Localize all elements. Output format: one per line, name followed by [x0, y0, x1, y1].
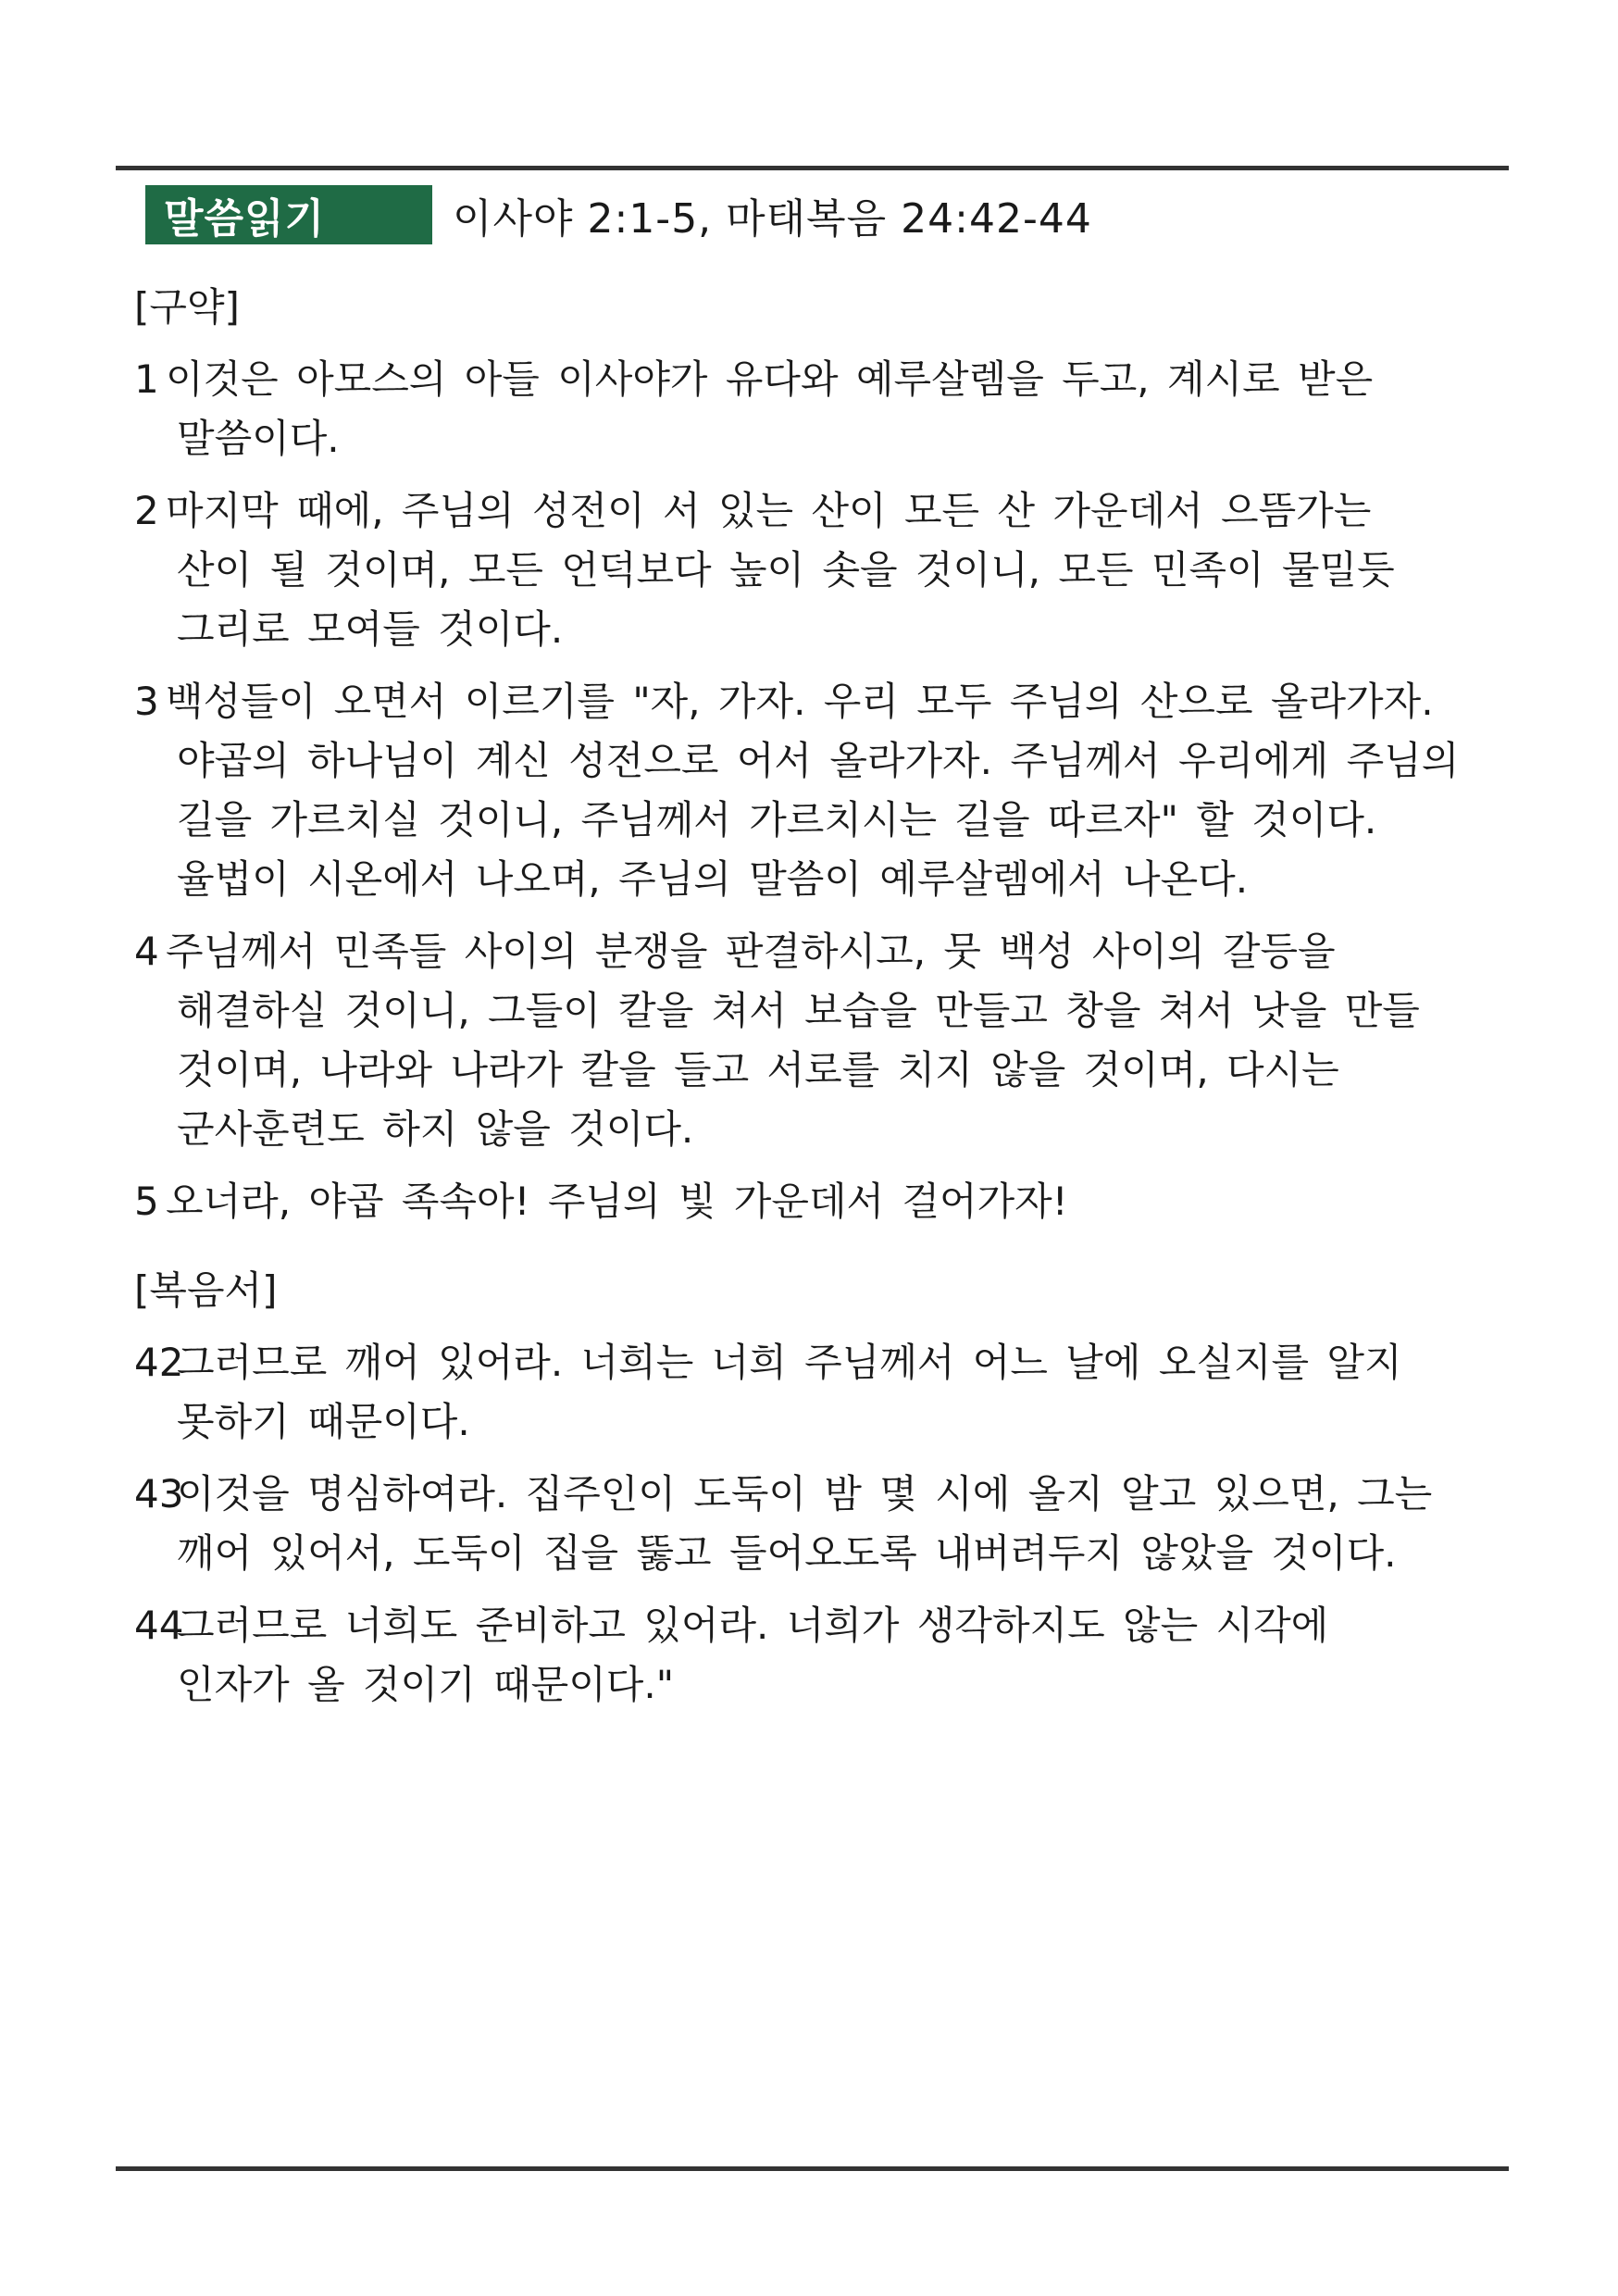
bottom-rule: [116, 2166, 1509, 2171]
verse-text: [177, 1596, 1504, 1715]
verse-line: 군사훈련도 하지 않을 것이다.: [177, 1106, 694, 1152]
verse: [134, 1596, 1504, 1715]
verse-text: [166, 672, 1504, 909]
verse: [134, 1465, 1504, 1583]
verse-text: [166, 1172, 1504, 1231]
verse-number: 3: [134, 679, 159, 724]
verse-line: 백성들이 오면서 이르기를 "자, 가자. 우리 모두 주님의 산으로 올라가자.: [166, 679, 1434, 724]
verse-line: 말씀이다.: [177, 416, 340, 461]
verse-line: 그러므로 너희도 준비하고 있어라. 너희가 생각하지도 않는 시각에: [177, 1603, 1329, 1648]
old-testament-verses: [134, 350, 1504, 1231]
verse-line: 길을 가르치실 것이니, 주님께서 가르치시는 길을 따르자" 할 것이다.: [177, 797, 1377, 842]
reading-content: [134, 278, 1504, 1728]
verse-number: 44: [134, 1603, 184, 1648]
verse-number: 4: [134, 929, 159, 974]
verse-text: [166, 350, 1504, 468]
verse-line: 해결하실 것이니, 그들이 칼을 쳐서 보습을 만들고 창을 쳐서 낫을 만들: [177, 988, 1420, 1033]
verse-text: [166, 481, 1504, 659]
verse: [134, 1172, 1504, 1231]
verse-line: 주님께서 민족들 사이의 분쟁을 판결하시고, 뭇 백성 사이의 갈등을: [166, 929, 1336, 974]
verse-line: 그리로 모여들 것이다.: [177, 606, 564, 652]
verse-line: 마지막 때에, 주님의 성전이 서 있는 산이 모든 산 가운데서 으뜸가는: [166, 488, 1372, 533]
verse-line: 것이며, 나라와 나라가 칼을 들고 서로를 치지 않을 것이며, 다시는: [177, 1047, 1339, 1092]
verse-line: 인자가 올 것이기 때문이다.": [177, 1662, 675, 1707]
verse-line: 산이 될 것이며, 모든 언덕보다 높이 솟을 것이니, 모든 민족이 물밀듯: [177, 547, 1395, 593]
gospel-verses: [134, 1333, 1504, 1715]
verse-line: 율법이 시온에서 나오며, 주님의 말씀이 예루살렘에서 나온다.: [177, 856, 1249, 902]
reading-badge-label: 말씀읽기: [164, 195, 326, 243]
verse-line: 이것은 아모스의 아들 이사야가 유다와 예루살렘을 두고, 계시로 받은: [166, 356, 1374, 402]
verse: [134, 1333, 1504, 1452]
verse-text: [166, 922, 1504, 1159]
verse-number: 43: [134, 1471, 184, 1516]
verse-number: 2: [134, 488, 159, 533]
verse-number: 5: [134, 1179, 159, 1224]
verse-text: [177, 1333, 1504, 1452]
scripture-reference: 이사야 2:1-5, 마태복음 24:42-44: [453, 195, 1092, 243]
old-testament-title: [구약]: [134, 284, 240, 330]
verse-line: 이것을 명심하여라. 집주인이 도둑이 밤 몇 시에 올지 알고 있으면, 그는: [177, 1471, 1433, 1516]
top-rule: [116, 166, 1509, 170]
reading-badge: [145, 185, 432, 244]
verse: [134, 672, 1504, 909]
reading-header: [145, 185, 1092, 244]
verse: [134, 922, 1504, 1159]
verse-line: 그러므로 깨어 있어라. 너희는 너희 주님께서 어느 날에 오실지를 알지: [177, 1340, 1402, 1385]
verse: [134, 350, 1504, 468]
verse-line: 못하기 때문이다.: [177, 1399, 470, 1444]
verse: [134, 481, 1504, 659]
verse-line: 야곱의 하나님이 계신 성전으로 어서 올라가자. 주님께서 우리에게 주님의: [177, 738, 1460, 783]
verse-number: 1: [134, 356, 159, 402]
gospel-title: [복음서]: [134, 1267, 278, 1313]
verse-text: [177, 1465, 1504, 1583]
verse-line: 깨어 있어서, 도둑이 집을 뚫고 들어오도록 내버려두지 않았을 것이다.: [177, 1530, 1397, 1576]
verse-line: 오너라, 야곱 족속아! 주님의 빛 가운데서 걸어가자!: [166, 1179, 1068, 1224]
verse-number: 42: [134, 1340, 184, 1385]
